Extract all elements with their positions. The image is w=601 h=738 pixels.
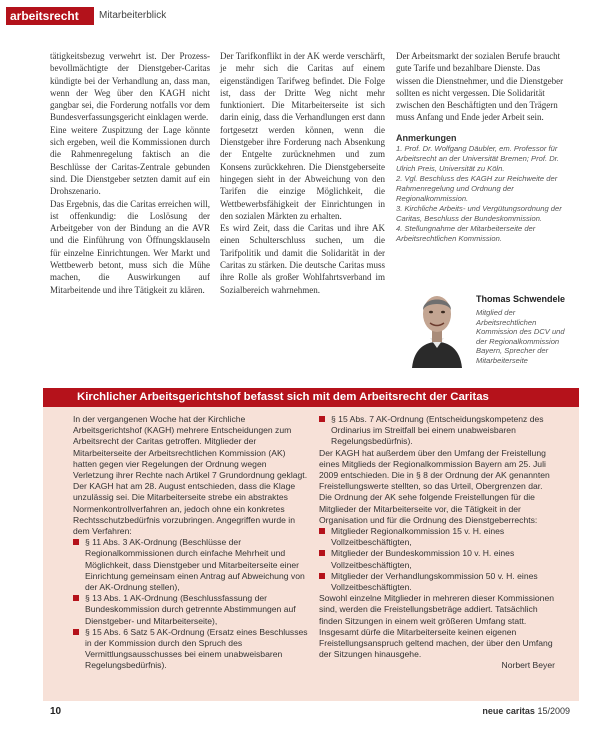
paragraph: In der vergangenen Woche hat der Kirchliche Arbeitsgerichtshof (KAGH) mehrere Entscheidungen zum Arbeitsrecht der Caritas getroffen. Mitglieder der Mitarbeiterseite der Arbeitsrechtlichen Kommission (AK) hatten gegen vier Regelungen der Ordnung wegen Verletzung ihrer Rechte nach Artikel 7 Grundordnung geklagt. Der KAGH hat am 28. August entschieden, dass die Klage unzulässig sei. Die Mitarbeiterseite strebe ein abstraktes Normenkontrollverfahren an, jedoch ohne ein konkretes Rechtsschutzbedürfnis vorzubringen. Angegriffen wurde in dem Verfahren: <box>73 414 308 537</box>
author-box <box>396 282 576 382</box>
bullet-square-icon <box>73 539 79 545</box>
paragraph: Eine weitere Zuspitzung der Lage könnte sich ergeben, weil die Kommissionen durch die Rahmenregelung faktisch an die Beschlüsse der Caritas-Zentrale gebunden sind. Die Dienstgeber setzten damit auf ein Drohszenario. <box>50 124 210 197</box>
issue-number: 15/2009 <box>537 706 570 716</box>
page-number: 10 <box>50 706 62 717</box>
list-item <box>319 414 555 448</box>
info-box-column-2 <box>319 414 555 672</box>
bullet-square-icon <box>73 595 79 601</box>
paragraph: Der KAGH hat außerdem über den Umfang der Freistellung eines Mitglieds der Regionalkommission Bayern am 25. Juli 2009 entschieden. Die in § 8 der Ordnung der AK genannten Freistellungswerte stellten, so das Urteil, Obergrenzen dar. Die Ordnung der AK sehe folgende Freistellungen für die Mitglieder der Mitarbeiterseite vor, die Tätigkeit in der Organisation und für die Ordnung des Dienstgeberrechts: <box>319 447 550 525</box>
list-item-text: Mitglieder Regionalkommission 15 v. H. eines Vollzeitbeschäftigten, <box>331 526 505 548</box>
paragraph: tätigkeitsbezug verwehrt ist. Der Prozess-bevollmächtigte der Dienstgeber-Caritas kündigte bei der Verhandlung an, dass man, wenn der Weg über den KAGH nicht gangbar sei, die Forderung notfalls vor dem Bundesverfassungsgericht einklagen werde. <box>50 51 210 123</box>
list-item-text: § 13 Abs. 1 AK-Ordnung (Beschlussfassung der Bundeskommission durch getrennte Abstimmungen auf Dienstgeber- und Mitarbeiterseite), <box>85 593 296 626</box>
section-name: Mitarbeiterblick <box>99 10 167 21</box>
magazine-footer <box>482 706 570 716</box>
note-item: 1. Prof. Dr. Wolfgang Däubler, em. Professor für Arbeitsrecht an der Universität Bremen; Prof. Dr. Ulrich Preis, Universität zu Köln. <box>396 144 560 174</box>
note-item: 2. Vgl. Beschluss des KAGH zur Reichweite der Rahmenregelung und Ordnung der Regionalkommission. <box>396 174 558 204</box>
paragraph: Das Ergebnis, das die Caritas erreichen will, ist offenkundig: die Loslösung der Arbeitgeber von der Bindung an die AVR und die Einführung von Öffnungsklauseln für einzelne Einrichtungen. Wer Markt und Wettbewerb betont, muss sich die Mühe machen, die Auswirkungen auf Mitarbeitende und ihre Tätigkeit zu klären. <box>50 198 210 295</box>
signature: Norbert Beyer <box>501 660 555 671</box>
author-photo <box>408 282 466 368</box>
list-item-text: Mitglieder der Bundeskommission 10 v. H. eines Vollzeitbeschäftigten, <box>331 548 515 570</box>
info-box <box>43 388 579 701</box>
bullet-square-icon <box>319 528 325 534</box>
article-column-2 <box>220 50 385 296</box>
list-item-text: § 15 Abs. 6 Satz 5 AK-Ordnung (Ersatz eines Beschlusses in der Kommission durch den Spruch des Vermittlungsausschusses bei einem unabweisbaren Regelungsbedürfnis). <box>85 626 308 671</box>
info-box-title: Kirchlicher Arbeitsgerichtshof befasst sich mit dem Arbeitsrecht der Caritas <box>43 388 579 407</box>
paragraph: Der Tarifkonflikt in der AK werde verschärft, je mehr sich die Caritas auf einem eigenständigen Tarifweg befindet. Die Folge ist, dass der Dritte Weg nicht mehr funktioniert. Die Mitarbeiterseite ist sich darin einig, dass die Verhandlungen erst dann fortgesetzt werden können, wenn die Dienstgeber ihre Forderung nach Absenkung der Entgelte zurücknehmen und zum Konsens zurückkehren. Die Dienstgeberseite hingegen sieht in der Abweichung von den Tarifen die einzige Möglichkeit, die Wettbewerbsfähigkeit der Einrichtungen in den sozialen Märkten zu erhalten. <box>220 51 385 221</box>
paragraph: Der Arbeitsmarkt der sozialen Berufe braucht gute Tarife und bezahlbare Dienste. Das wissen die Dienstnehmer, und die Dienstgeber sollten es nicht vergessen. Die Solidarität zwischen den Beschäftigten und den Trägern muss Anfang und Ende jeder Arbeit sein. <box>396 51 564 123</box>
note-item: 3. Kirchliche Arbeits- und Vergütungsordnung der Caritas, Beschluss der Bundeskommission. <box>396 204 562 224</box>
list-item <box>319 548 555 570</box>
bullet-square-icon <box>319 550 325 556</box>
list-item-text: Mitglieder der Verhandlungskommission 50 v. H. eines Vollzeitbeschäftigten. <box>331 570 538 593</box>
list-item <box>73 627 309 672</box>
article-column-1 <box>50 50 210 296</box>
magazine-name: neue caritas <box>482 706 535 716</box>
notes-heading: Anmerkungen <box>396 132 457 143</box>
list-item <box>73 593 309 627</box>
info-box-column-1 <box>73 414 309 672</box>
bullet-square-icon <box>73 629 79 635</box>
article-column-3 <box>396 50 566 244</box>
author-portrait-icon <box>408 282 466 368</box>
list-item <box>319 526 555 548</box>
list-item <box>73 537 309 593</box>
list-item-text: § 11 Abs. 3 AK-Ordnung (Beschlüsse der Regionalkommissionen durch einfache Mehrheit und Möglichkeit, dass Dienstgeber und Mitarbeiterseite einer Einrichtung gemeinsam einen Antrag auf Abweichung von der AK-Ordnung stellen), <box>85 537 305 593</box>
bullet-square-icon <box>319 573 325 579</box>
paragraph: Es wird Zeit, dass die Caritas und ihre AK einen Schulterschluss suchen, um die Tarifpolitik und damit die Solidarität in der Caritas zu stärken. Die deutsche Caritas muss ihre Rolle als großer Wohlfahrtsverband im Sozialbereich wahrnehmen. <box>220 223 385 295</box>
section-tag: arbeitsrecht <box>6 7 94 25</box>
list-item <box>319 571 555 593</box>
paragraph: Sowohl einzelne Mitglieder in mehreren dieser Kommissionen sind, werden die Freistellungsbeträge addiert. Tatsächlich finden Sitzungen in einem weit größeren Umfang statt. Insgesamt dürfe die Mitarbeiterseite keinen eigenen Freistellungsanspruch geltend machen, der über den Umfang der Sitzungen hinausgehe. <box>319 593 555 660</box>
bullet-square-icon <box>319 416 325 422</box>
note-item: 4. Stellungnahme der Mitarbeiterseite der Arbeitsrechtlichen Kommission. <box>396 224 536 244</box>
list-item-text: § 15 Abs. 7 AK-Ordnung (Entscheidungskompetenz des Ordinarius im Streitfall bei einem unabweisbaren Regelungsbedürfnis). <box>331 414 544 447</box>
author-name: Thomas Schwendele <box>476 294 566 304</box>
author-bio: Mitglied der Arbeitsrechtlichen Kommission des DCV und der Regionalkommission Bayern, Sprecher der Mitarbeiterseite <box>476 308 565 365</box>
